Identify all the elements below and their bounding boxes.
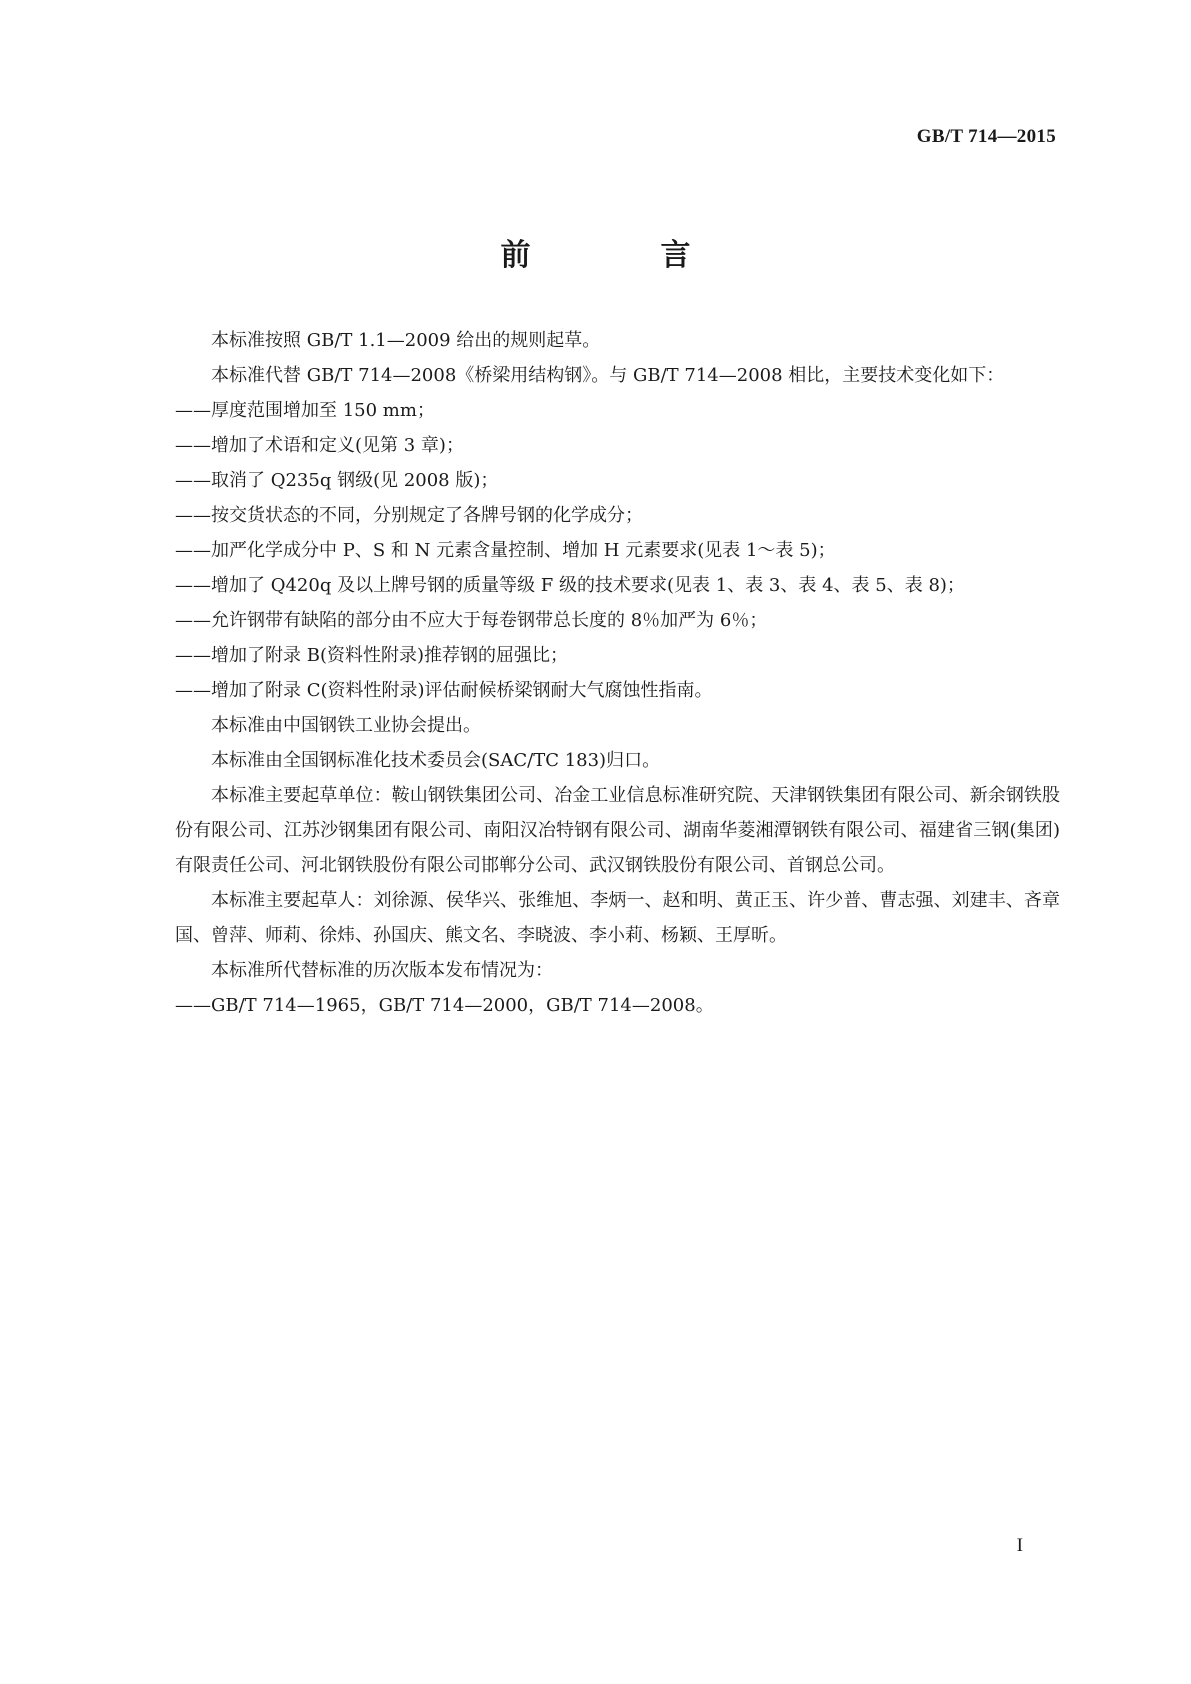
change-list-item: ——按交货状态的不同，分别规定了各牌号钢的化学成分；	[175, 505, 643, 526]
paragraph: 本标准代替 GB/T 714—2008《桥梁用结构钢》。与 GB/T 714—2008 相比，主要技术变化如下：	[211, 365, 1005, 386]
standard-code: GB/T 714—2015	[916, 126, 1056, 147]
change-list-item: ——增加了 Q420q 及以上牌号钢的质量等级 F 级的技术要求(见表 1、表 3、表 4、表 5、表 8)；	[175, 575, 965, 596]
drafters-paragraph: 本标准主要起草人：刘徐源、侯华兴、张维旭、李炳一、赵和明、黄正玉、许少普、曹志强、刘建丰、吝章国、曾萍、师莉、徐炜、孙国庆、熊文名、李晓波、李小莉、杨颖、王厚昕。	[175, 890, 1060, 946]
paragraph: 本标准由中国钢铁工业协会提出。	[211, 715, 481, 736]
page-number: I	[1016, 1535, 1023, 1556]
change-list-item: ——增加了术语和定义(见第 3 章)；	[175, 435, 464, 456]
paragraph: 本标准按照 GB/T 1.1—2009 给出的规则起草。	[211, 330, 601, 351]
drafting-units-paragraph: 本标准主要起草单位：鞍山钢铁集团公司、冶金工业信息标准研究院、天津钢铁集团有限公司、新余钢铁股份有限公司、江苏沙钢集团有限公司、南阳汉冶特钢有限公司、湖南华菱湘潭钢铁有限公司、福建省三钢(集团)有限责任公司、河北钢铁股份有限公司邯郸分公司、武汉钢铁股份有限公司、首钢总公司。	[175, 785, 1060, 876]
change-list-item: ——增加了附录 C(资料性附录)评估耐候桥梁钢耐大气腐蚀性指南。	[175, 680, 713, 701]
change-list-item: ——允许钢带有缺陷的部分由不应大于每卷钢带总长度的 8％加严为 6％；	[175, 610, 768, 631]
change-list-item: ——加严化学成分中 P、S 和 N 元素含量控制、增加 H 元素要求(见表 1～表 5)；	[175, 540, 836, 561]
previous-versions-item: ——GB/T 714—1965，GB/T 714—2000，GB/T 714—2008。	[175, 995, 714, 1016]
foreword-body	[175, 323, 1060, 1023]
change-list-item: ——取消了 Q235q 钢级(见 2008 版)；	[175, 470, 499, 491]
change-list-item: ——增加了附录 B(资料性附录)推荐钢的屈强比；	[175, 645, 568, 666]
page-title: 前 言	[500, 238, 741, 273]
paragraph: 本标准所代替标准的历次版本发布情况为：	[211, 960, 553, 981]
change-list-item: ——厚度范围增加至 150 mm；	[175, 400, 435, 421]
paragraph: 本标准由全国钢标准化技术委员会(SAC/TC 183)归口。	[211, 750, 661, 771]
